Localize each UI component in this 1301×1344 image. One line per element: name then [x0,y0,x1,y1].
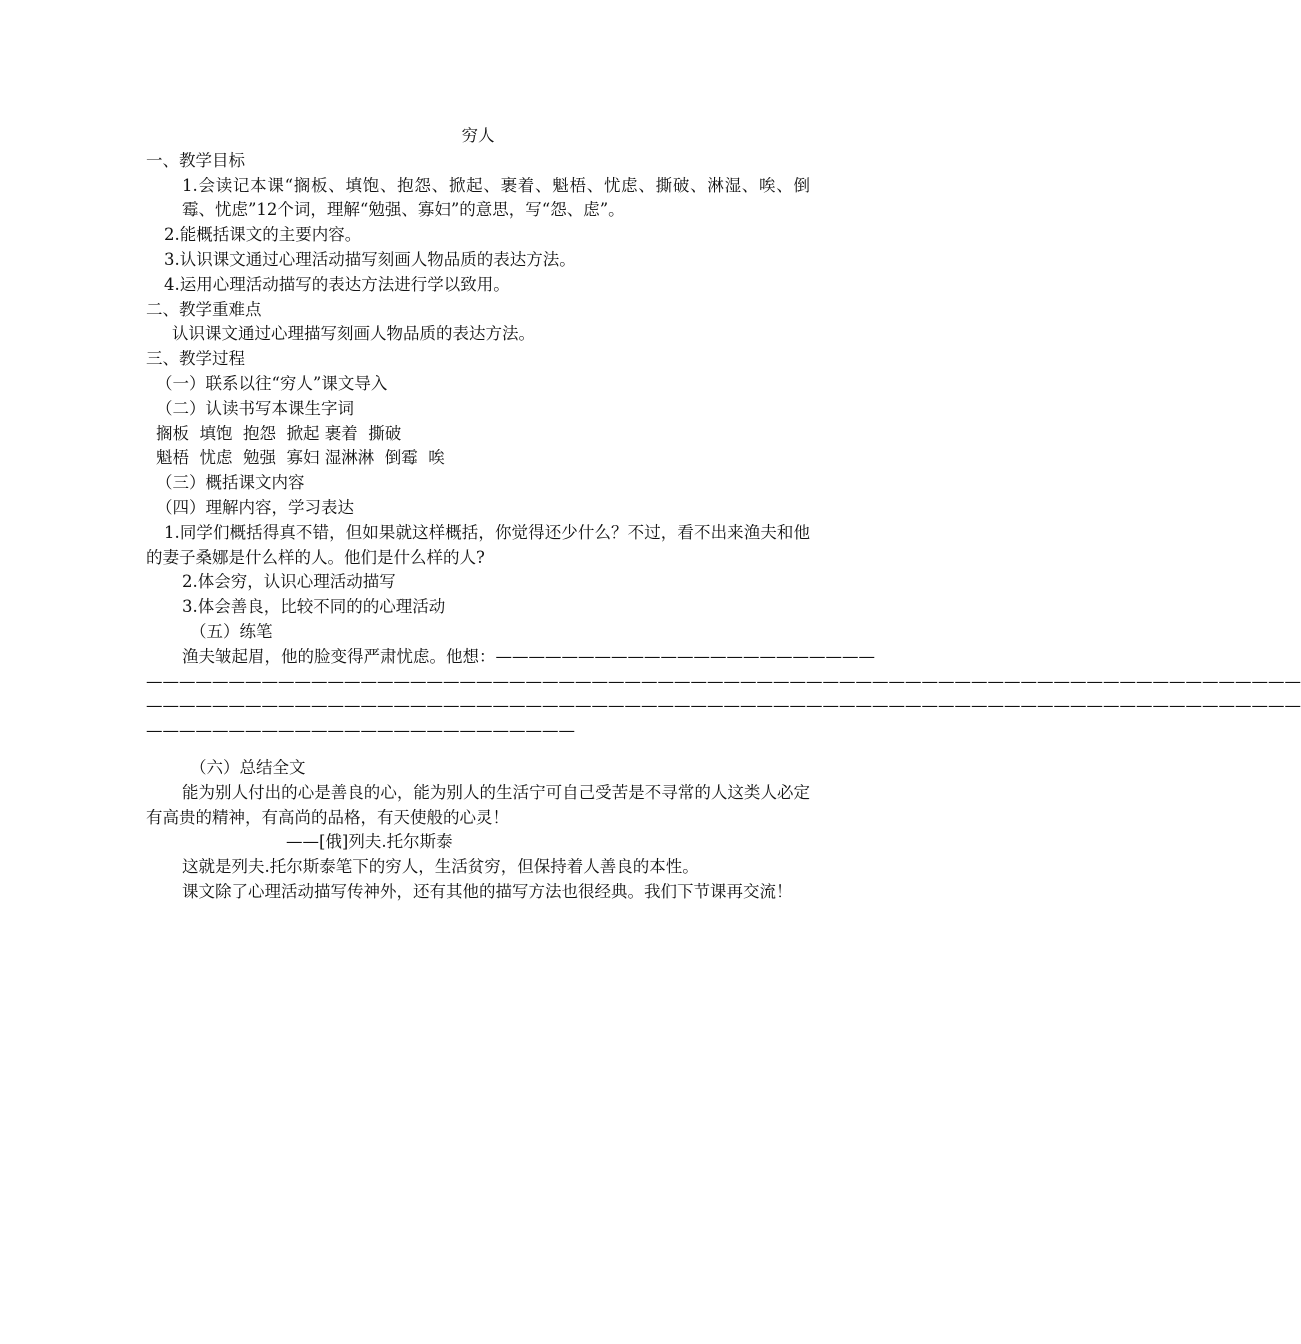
writing-blank-1: ——————————————————————— [495,646,875,666]
objective-4: 4.运用心理活动描写的表达方法进行学以致用。 [164,274,510,294]
objective-1: 1.会读记本课“搁板、填饱、抱怨、掀起、裹着、魁梧、忧虑、撕破、淋湿、唉、倒霉、忧虑”12个词，理解“勉强、寡妇”的意思，写“怨、虑”。 [182,175,810,220]
section-heading-objectives: 一、教学目标 [146,150,245,170]
summary-quote: 能为别人付出的心是善良的心，能为别人的生活宁可自己受苦是不寻常的人这类人必定有高贵的精神，有高尚的品格，有天使般的心灵！ [146,782,810,827]
section-heading-key-points: 二、教学重难点 [146,299,262,319]
writing-prompt-line [146,645,875,670]
process-step-4-item-3: 3.体会善良，比较不同的的心理活动 [182,597,446,617]
key-points-text: 认识课文通过心理描写刻画人物品质的表达方法。 [172,324,535,344]
process-step-4: （四）理解内容，学习表达 [156,497,354,517]
writing-blank-4: —————————————————————————— [146,721,575,741]
process-step-4-item-1: 1.同学们概括得真不错，但如果就这样概括，你觉得还少什么？不过，看不出来渔夫和他的妻子桑娜是什么样的人。他们是什么样的人? [146,522,810,567]
quote-author: ——[俄]列夫.托尔斯泰 [286,832,453,852]
objective-3: 3.认识课文通过心理活动描写刻画人物品质的表达方法。 [164,249,576,269]
process-step-5: （五）练笔 [190,621,273,641]
summary-text-2: 课文除了心理活动描写传神外，还有其他的描写方法也很经典。我们下节课再交流！ [182,881,793,901]
page-title: 穷人 [461,126,495,145]
writing-blank-3: —————————————————————————————————————————————————————————————————————— [146,696,1301,716]
summary-text-1: 这就是列夫.托尔斯泰笔下的穷人，生活贫穷，但保持着人善良的本性。 [182,857,699,877]
vocabulary-line-2: 魁梧 忧虑 勉强 寡妇 湿淋淋 倒霉 唉 [156,448,445,468]
objective-2: 2.能概括课文的主要内容。 [164,225,362,245]
process-step-1: （一）联系以往“穷人”课文导入 [156,373,388,393]
writing-prompt: 渔夫皱起眉，他的脸变得严肃忧虑。他想： [182,646,496,666]
process-step-6: （六）总结全文 [190,757,306,777]
document-page [146,124,1301,905]
process-step-3: （三）概括课文内容 [156,473,305,493]
vocabulary-line-1: 搁板 填饱 抱怨 掀起 裹着 撕破 [156,423,402,443]
section-heading-process: 三、教学过程 [146,349,245,369]
process-step-4-item-2: 2.体会穷，认识心理活动描写 [182,572,396,592]
writing-blank-2: —————————————————————————————————————————————————————————————————————— [146,671,1301,691]
process-step-2: （二）认读书写本课生字词 [156,398,354,418]
